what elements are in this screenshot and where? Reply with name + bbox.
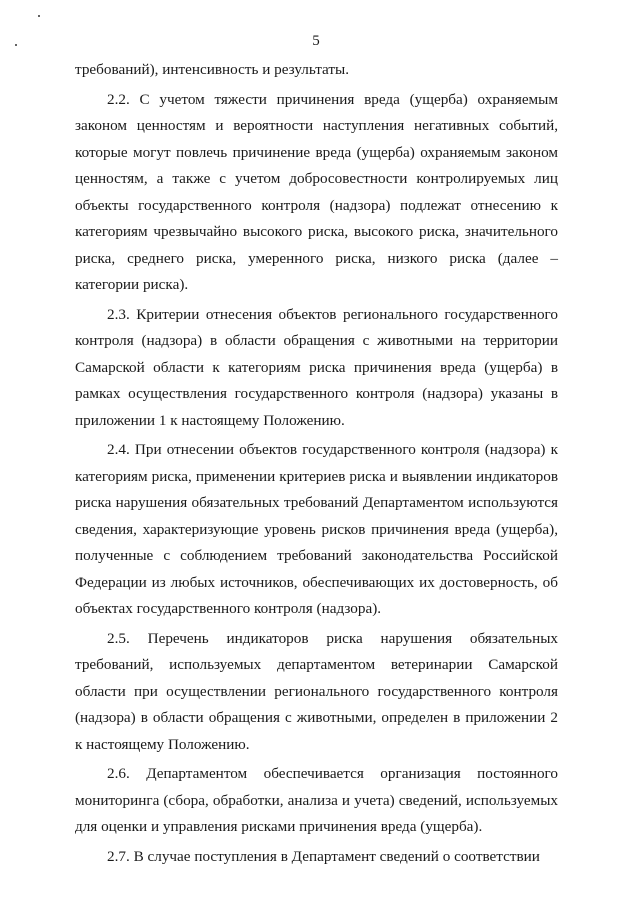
paragraph-2-2: 2.2. С учетом тяжести причинения вреда (ущерба) охраняемым законом ценностям и вероятности наступления негативных событий, которые могут повлечь причинение вреда (ущерба) охраняемым законом ценностям, а также с учетом добросовестности контролируемых лиц объекты государственного контроля (надзора) подлежат отнесению к категориям чрезвычайно высокого риска, высокого риска, значительного риска, среднего риска, умеренного риска, низкого риска (далее – категории риска). [75,90,558,293]
paragraph-2-5: 2.5. Перечень индикаторов риска нарушения обязательных требований, используемых департаментом ветеринарии Самарской области при осуществлении регионального государственного контроля (надзора) в области обращения с животными, определен в приложении 2 к настоящему Положению. [75,629,558,753]
page-number: 5 [312,33,320,49]
paragraph-2-4: 2.4. При отнесении объектов государственного контроля (надзора) к категориям риска, применении критериев риска и выявлении индикаторов риска нарушения обязательных требований Департаментом используются сведения, характеризующие уровень рисков причинения вреда (ущерба), полученные с соблюдением требований законодательства Российской Федерации из любых источников, обеспечивающих их достоверность, об объектах государственного контроля (надзора). [75,441,558,617]
paragraph-2-7: 2.7. В случае поступления в Департамент сведений о соответствии [107,847,540,865]
scan-speck [38,15,40,17]
paragraph-continuation: требований), интенсивность и результаты. [75,61,350,78]
paragraph-2-3: 2.3. Критерии отнесения объектов регионального государственного контроля (надзора) в области обращения с животными на территории Самарской области к категориям риска причинения вреда (ущерба) в рамках осуществления государственного контроля (надзора) указаны в приложении 1 к настоящему Положению. [75,305,558,429]
paragraph-2-6: 2.6. Департаментом обеспечивается организация постоянного мониторинга (сбора, обработки, анализа и учета) сведений, используемых для оценки и управления рисками причинения вреда (ущерба). [75,765,558,835]
document-body [75,57,558,873]
